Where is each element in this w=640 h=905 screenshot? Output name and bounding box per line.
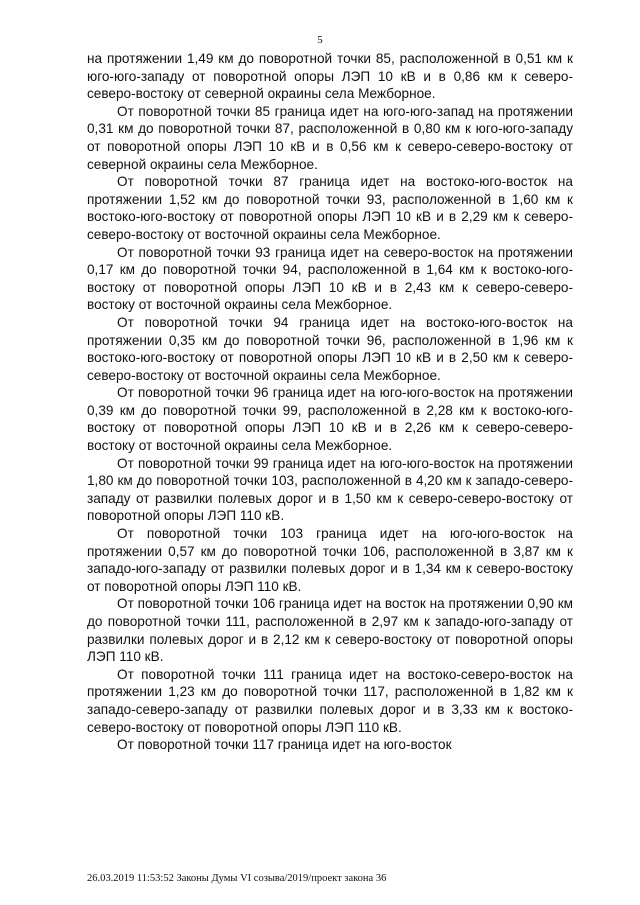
paragraph: От поворотной точки 85 граница идет на юго-юго-запад на протяжении 0,31 км до поворотной точки 87, расположенной в 0,80 км к юго-юго-западу от поворотной опоры ЛЭП 10 кВ и в 0,56 км к северо-северо-востоку от северной окраины села Межборное.: [87, 103, 573, 172]
paragraph: От поворотной точки 94 граница идет на востоко-юго-восток на протяжении 0,35 км до поворотной точки 96, расположенной в 1,96 км к востоко-юго-востоку от поворотной опоры ЛЭП 10 кВ и в 2,50 км к северо-северо-востоку от восточной окраины села Межборное.: [87, 314, 573, 383]
paragraph: От поворотной точки 103 граница идет на юго-юго-восток на протяжении 0,57 км до поворотной точки 106, расположенной в 3,87 км к западо-юго-западу от развилки полевых дорог и в 1,34 км к северо-востоку от поворотной опоры ЛЭП 110 кВ.: [87, 526, 573, 594]
page-number: 5: [317, 34, 323, 46]
paragraph: От поворотной точки 87 граница идет на востоко-юго-восток на протяжении 1,52 км до поворотной точки 93, расположенной в 1,60 км к востоко-юго-востоку от поворотной опоры ЛЭП 10 кВ и в 2,29 км к северо-северо-востоку от восточной окраины села Межборное.: [87, 174, 573, 242]
paragraph: От поворотной точки 111 граница идет на востоко-северо-восток на протяжении 1,23 км до поворотной точки 117, расположенной в 1,82 км к западо-северо-западу от развилки полевых дорог и в 3,33 км к востоко-северо-востоку от поворотной опоры ЛЭП 110 кВ.: [87, 666, 573, 735]
paragraph: От поворотной точки 93 граница идет на северо-восток на протяжении 0,17 км до поворотной точки 94, расположенной в 1,64 км к востоко-юго-востоку от поворотной опоры ЛЭП 10 кВ и в 2,43 км к северо-северо-востоку от восточной окраины села Межборное.: [87, 244, 573, 313]
document-body: [87, 50, 573, 754]
paragraph: на протяжении 1,49 км до поворотной точки 85, расположенной в 0,51 км к юго-юго-западу от поворотной опоры ЛЭП 10 кВ и в 0,86 км к северо-северо-востоку от северной окраины села Межборное.: [87, 51, 573, 102]
document-footer: 26.03.2019 11:53:52 Законы Думы VI созыва/2019/проект закона 36: [87, 873, 387, 884]
paragraph: От поворотной точки 117 граница идет на юго-восток: [117, 737, 452, 753]
paragraph: От поворотной точки 106 граница идет на восток на протяжении 0,90 км до поворотной точки 111, расположенной в 2,97 км к западо-юго-западу от развилки полевых дорог и в 2,12 км к северо-востоку от поворотной опоры ЛЭП 110 кВ.: [87, 596, 573, 665]
paragraph: От поворотной точки 99 граница идет на юго-юго-восток на протяжении 1,80 км до поворотной точки 103, расположенной в 4,20 км к западо-северо-западу от развилки полевых дорог и в 1,50 км к северо-северо-востоку от поворотной опоры ЛЭП 110 кВ.: [87, 455, 573, 524]
paragraph: От поворотной точки 96 граница идет на юго-юго-восток на протяжении 0,39 км до поворотной точки 99, расположенной в 2,28 км к востоко-юго-востоку от поворотной опоры ЛЭП 10 кВ и в 2,26 км к северо-северо-востоку от восточной окраины села Межборное.: [87, 385, 573, 454]
